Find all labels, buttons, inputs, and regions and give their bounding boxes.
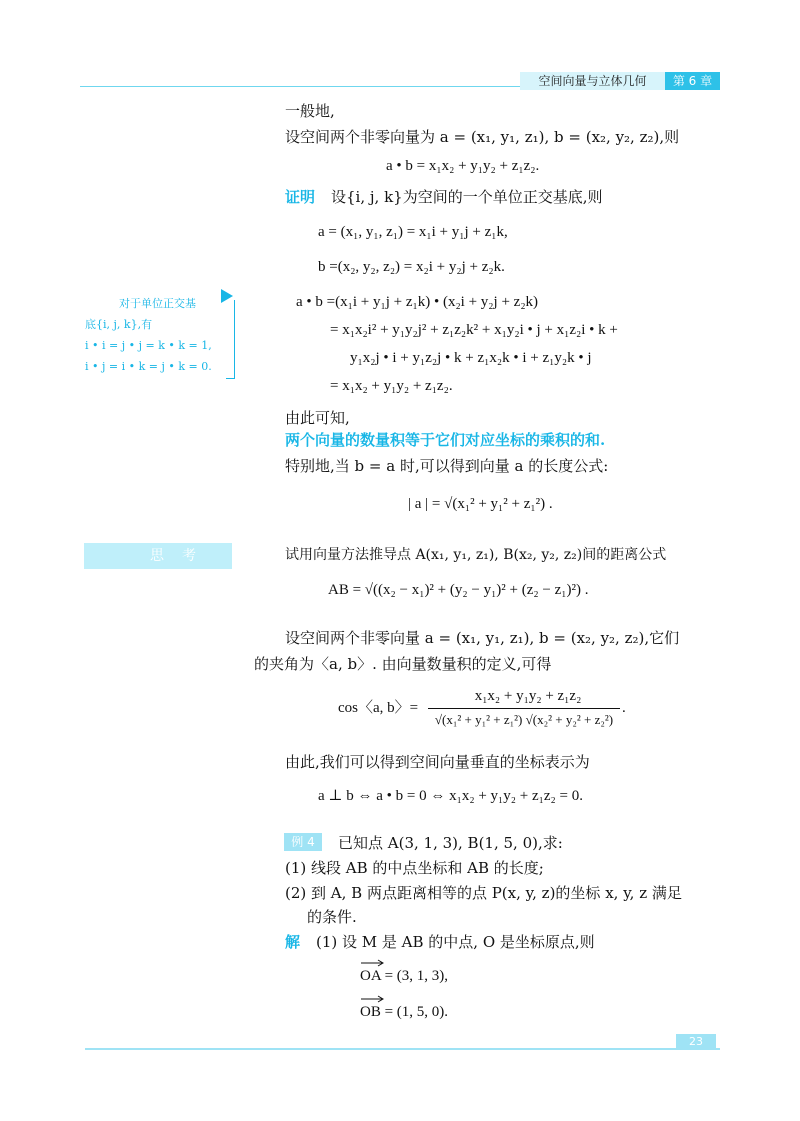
expansion-line-1: a • b =(x₁i + y₁j + z₁k) • (x₂i + y₂j + z₂k): [296, 294, 539, 310]
side-note-line: 底{i, j, k},有: [85, 318, 153, 331]
special-case-text: 特别地,当 b = a 时,可以得到向量 a 的长度公式:: [285, 457, 609, 475]
expansion-line-3: y₁x₂j • i + y₁z₂j • k + z₁x₂k • i + z₁y₂k • j: [350, 350, 592, 366]
example-part-2-continued: 的条件.: [307, 908, 357, 926]
cosine-intro-line-1: 设空间两个非零向量 a = (x₁, y₁, z₁), b = (x₂, y₂, z₂),它们: [285, 629, 680, 647]
expansion-line-2: = x₁x₂i² + y₁y₂j² + z₁z₂k² + x₁y₂i • j + x₁z₂i • k +: [330, 322, 618, 338]
page-number: 23: [676, 1034, 716, 1050]
cosine-intro-line-2: 的夹角为〈a, b〉. 由向量数量积的定义,可得: [254, 655, 552, 673]
vector-ob: OB = (1, 5, 0).: [360, 1004, 449, 1020]
proof-text: 设{i, j, k}为空间的一个单位正交基底,则: [331, 188, 603, 206]
solution-label: 解: [285, 933, 301, 951]
conclusion-intro: 由此可知,: [285, 409, 350, 427]
footer-rule: [85, 1048, 720, 1050]
perpendicular-intro: 由此,我们可以得到空间向量垂直的坐标表示为: [285, 753, 590, 771]
example-part-2: (2) 到 A, B 两点距离相等的点 P(x, y, z)的坐标 x, y, z 满足: [285, 884, 682, 902]
perpendicular-formula: a ⊥ b ⇔ a • b = 0 ⇔ x₁x₂ + y₁y₂ + z₁z₂ = 0.: [318, 788, 583, 804]
cosine-numerator: x₁x₂ + y₁y₂ + z₁z₂: [474, 688, 582, 704]
example-badge: 例 4: [284, 833, 322, 851]
fraction-bar: [428, 708, 620, 709]
side-note-line: i • j = i • k = j • k = 0.: [85, 360, 212, 373]
equation-a: a = (x₁, y₁, z₁) = x₁i + y₁j + z₁k,: [318, 224, 508, 240]
highlight-statement: 两个向量的数量积等于它们对应坐标的乘积的和.: [285, 431, 606, 449]
chapter-title: 空间向量与立体几何: [520, 72, 665, 90]
proof-label: 证明: [285, 188, 316, 206]
example-statement: 已知点 A(3, 1, 3), B(1, 5, 0),求:: [338, 834, 563, 852]
side-note: [85, 293, 245, 377]
general-intro: 一般地,: [285, 102, 335, 120]
length-formula: | a | = √(x₁² + y₁² + z₁²) .: [408, 496, 553, 512]
cosine-period: .: [622, 700, 626, 716]
think-label: 思考: [150, 548, 214, 564]
vector-oa: OA = (3, 1, 3),: [360, 968, 449, 984]
distance-formula: AB = √((x₂ − x₁)² + (y₂ − y₁)² + (z₂ − z₁)²) .: [328, 582, 589, 598]
solution-text: (1) 设 M 是 AB 的中点, O 是坐标原点,则: [316, 933, 595, 951]
dot-product-formula: a • b = x₁x₂ + y₁y₂ + z₁z₂.: [386, 158, 540, 174]
side-note-line: 对于单位正交基: [119, 297, 196, 310]
example-part-1: (1) 线段 AB 的中点坐标和 AB 的长度;: [285, 859, 544, 877]
expansion-line-4: = x₁x₂ + y₁y₂ + z₁z₂.: [330, 378, 453, 394]
setup-text: 设空间两个非零向量为 a = (x₁, y₁, z₁), b = (x₂, y₂, z₂),则: [285, 128, 680, 146]
chapter-tag: 第 6 章: [665, 72, 720, 90]
equation-b: b =(x₂, y₂, z₂) = x₂i + y₂j + z₂k.: [318, 259, 505, 275]
cosine-lhs: cos〈a, b〉=: [338, 700, 419, 716]
think-question: 试用向量方法推导点 A(x₁, y₁, z₁), B(x₂, y₂, z₂)间的距离公式: [285, 547, 667, 563]
cosine-denominator: √(x₁² + y₁² + z₁²) √(x₂² + y₂² + z₂²): [434, 712, 614, 727]
side-note-line: i • i = j • j = k • k = 1,: [85, 339, 212, 352]
